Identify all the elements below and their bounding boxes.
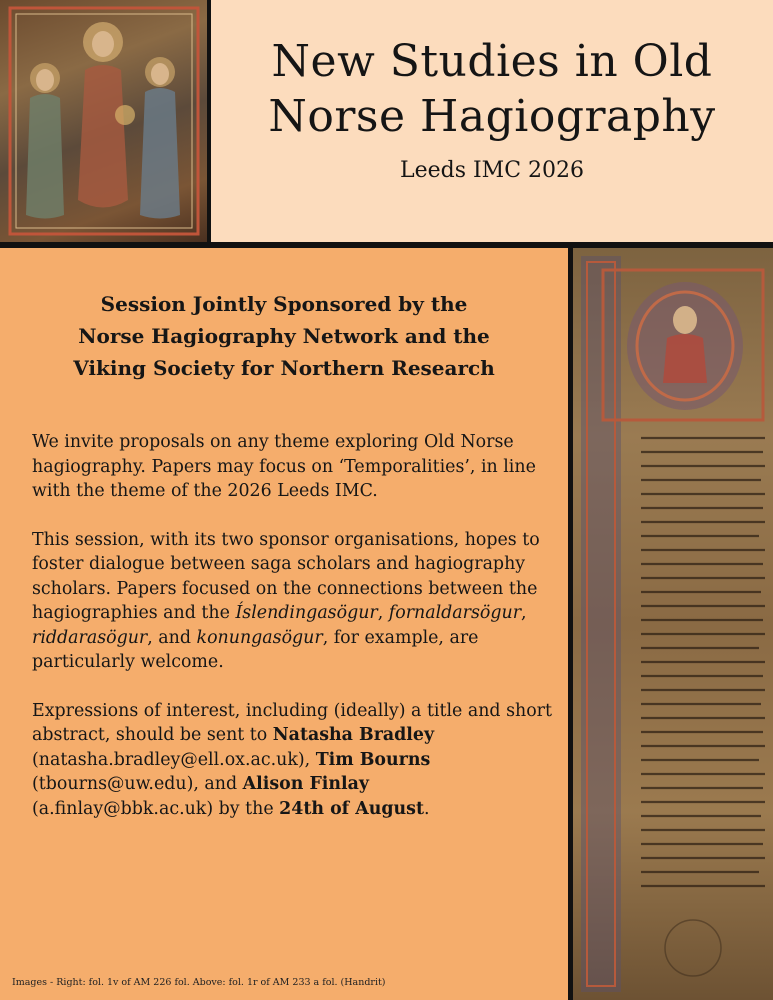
title-banner [211, 0, 773, 242]
p3-end: . [423, 798, 430, 819]
page-title [211, 0, 773, 144]
saga-term: fornaldarsögur [388, 603, 522, 623]
title-line-1: New Studies in Old [271, 36, 713, 87]
illumination-figures [0, 0, 207, 242]
sponsor-line-2: Norse Hagiography Network and the [78, 324, 490, 348]
paragraph-contacts [32, 699, 552, 822]
sponsor-heading [20, 288, 548, 384]
manuscript-illumination-top [0, 0, 207, 242]
contact-name: Natasha Bradley [272, 725, 435, 745]
image-credits: Images - Right: fol. 1v of AM 226 fol. Above: fol. 1r of AM 233 a fol. (Handrit) [12, 977, 386, 988]
separator: , [377, 603, 389, 623]
paragraph-invitation: We invite proposals on any theme exploring Old Norse hagiography. Papers may focus on ‘Temporalities’, in line with the theme of the 2026 Leeds IMC. [32, 432, 536, 501]
manuscript-page-right [573, 248, 773, 1000]
subtitle: Leeds IMC 2026 [399, 158, 585, 183]
sponsor-line-1: Session Jointly Sponsored by the [100, 292, 468, 316]
p2-end: , for example, are particularly welcome. [32, 627, 479, 672]
p2-start: This session, with its two sponsor organisations, hopes to foster dialogue between saga scholars and hagiography scholars. Papers focused on the connections between the hagiographies and the [32, 529, 540, 623]
saga-term: riddarasögur [32, 627, 148, 648]
contact-email: (a.finlay@bbk.ac.uk) by the [32, 798, 280, 819]
call-for-papers-panel [0, 248, 568, 1000]
saga-term: konungasögur [196, 627, 323, 648]
paragraph-session [32, 528, 552, 675]
p3-start: Expressions of interest, including (ideally) a title and short abstract, should be sent to [32, 700, 552, 745]
manuscript-text-page [573, 248, 773, 1000]
contact-email: (tbourns@uw.edu), and [32, 774, 243, 794]
contact-name: Tim Bourns [315, 749, 431, 770]
body-text [32, 430, 552, 845]
saga-term: Íslendingasögur [235, 603, 378, 623]
deadline: 24th of August [279, 798, 424, 819]
sponsor-line-3: Viking Society for Northern Research [73, 356, 495, 380]
title-line-2: Norse Hagiography [268, 91, 716, 142]
contact-name: Alison Finlay [242, 774, 370, 794]
separator: , [521, 603, 527, 623]
separator: , and [147, 627, 197, 648]
contact-email: (natasha.bradley@ell.ox.ac.uk), [32, 749, 316, 770]
